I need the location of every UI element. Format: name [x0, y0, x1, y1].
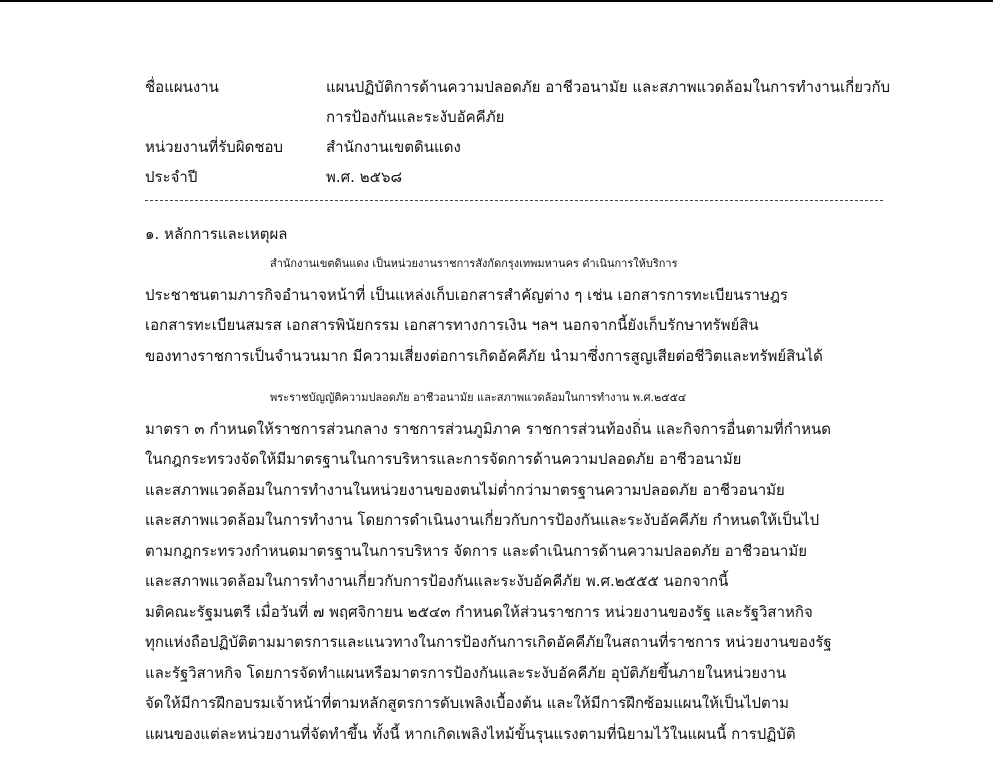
paragraph-line: ตามกฎกระทรวงกำหนดมาตรฐานในการบริหาร จัดการ และดำเนินการด้านความปลอดภัย อาชีวอนามัย — [145, 541, 808, 560]
agency-label: หน่วยงานที่รับผิดชอบ — [145, 138, 284, 156]
page-top-border — [0, 0, 993, 2]
paragraph-line: ในกฎกระทรวงจัดให้มีมาตรฐานในการบริหารและการจัดการด้านความปลอดภัย อาชีวอนามัย — [145, 450, 742, 468]
agency-value: สำนักงานเขตดินแดง — [326, 138, 461, 156]
agency-row — [145, 132, 910, 162]
paragraph-line: ของทางราชการเป็นจำนวนมาก มีความเสี่ยงต่อการเกิดอัคคีภัย นำมาซึ่งการสูญเสียต่อชีวิตและทรัพย์สินได้ — [145, 346, 823, 365]
paragraph-line: สำนักงานเขตดินแดง เป็นหน่วยงานราชการสังกัดกรุงเทพมหานคร ดำเนินการให้บริการ — [270, 257, 678, 270]
paragraph-1 — [145, 249, 910, 371]
year-label: ประจำปี — [145, 168, 198, 186]
document-page — [145, 72, 910, 749]
paragraph-line: พระราชบัญญัติความปลอดภัย อาชีวอนามัย และสภาพแวดล้อมในการทำงาน พ.ศ.๒๕๕๔ — [270, 391, 687, 404]
paragraph-line: เอกสารทะเบียนสมรส เอกสารพินัยกรรม เอกสารทางการเงิน ฯลฯ นอกจากนี้ยังเก็บรักษาทรัพย์สิน — [145, 316, 759, 334]
paragraph-line: ประชาชนตามภารกิจอำนาจหน้าที่ เป็นแหล่งเก็บเอกสารสำคัญต่าง ๆ เช่น เอกสารการทะเบียนราษฎร — [145, 285, 788, 304]
paragraph-line: มติคณะรัฐมนตรี เมื่อวันที่ ๗ พฤศจิกายน ๒๕๔๓ กำหนดให้ส่วนราชการ หน่วยงานของรัฐ และรัฐวิสาหกิจ — [145, 602, 813, 621]
year-row — [145, 162, 910, 192]
paragraph-line: แผนของแต่ละหน่วยงานที่จัดทำขึ้น ทั้งนี้ หากเกิดเพลิงไหม้ขั้นรุนแรงตามที่นิยามไว้ในแผนนี้ การปฏิบัติ — [145, 724, 796, 743]
plan-name-line: แผนปฏิบัติการด้านความปลอดภัย อาชีวอนามัย และสภาพแวดล้อมในการทำงานเกี่ยวกับ — [326, 78, 891, 96]
plan-name-row — [145, 72, 910, 132]
dashed-divider — [145, 200, 883, 201]
paragraph-line: และสภาพแวดล้อมในการทำงานเกี่ยวกับการป้องกันและระงับอัคคีภัย พ.ศ.๒๕๕๕ นอกจากนี้ — [145, 572, 729, 590]
plan-name-value — [326, 72, 910, 132]
paragraph-2 — [145, 383, 910, 749]
paragraph-line: และสภาพแวดล้อมในการทำงาน โดยการดำเนินงานเกี่ยวกับการป้องกันและระงับอัคคีภัย กำหนดให้เป็นไป — [145, 511, 820, 529]
paragraph-line: และสภาพแวดล้อมในการทำงานในหน่วยงานของตนไม่ต่ำกว่ามาตรฐานความปลอดภัย อาชีวอนามัย — [145, 480, 785, 499]
plan-name-label: ชื่อแผนงาน — [145, 78, 219, 96]
paragraph-line: ทุกแห่งถือปฏิบัติตามมาตรการและแนวทางในการป้องกันการเกิดอัคคีภัยในสถานที่ราชการ หน่วยงานของรัฐ — [145, 633, 832, 651]
paragraph-line: มาตรา ๓ กำหนดให้ราชการส่วนกลาง ราชการส่วนภูมิภาค ราชการส่วนท้องถิ่น และกิจการอื่นตามที่กำหนด — [145, 419, 832, 438]
paragraph-line: และรัฐวิสาหกิจ โดยการจัดทำแผนหรือมาตรการป้องกันและระงับอัคคีภัย อุบัติภัยขึ้นภายในหน่วยงาน — [145, 663, 787, 682]
paragraph-line: จัดให้มีการฝึกอบรมเจ้าหน้าที่ตามหลักสูตรการดับเพลิงเบื้องต้น และให้มีการฝึกซ้อมแผนให้เป็นไปตาม — [145, 694, 790, 712]
plan-name-line: การป้องกันและระงับอัคคีภัย — [326, 108, 505, 126]
section-heading: ๑. หลักการและเหตุผล — [145, 225, 288, 243]
year-value: พ.ศ. ๒๕๖๘ — [326, 168, 403, 186]
